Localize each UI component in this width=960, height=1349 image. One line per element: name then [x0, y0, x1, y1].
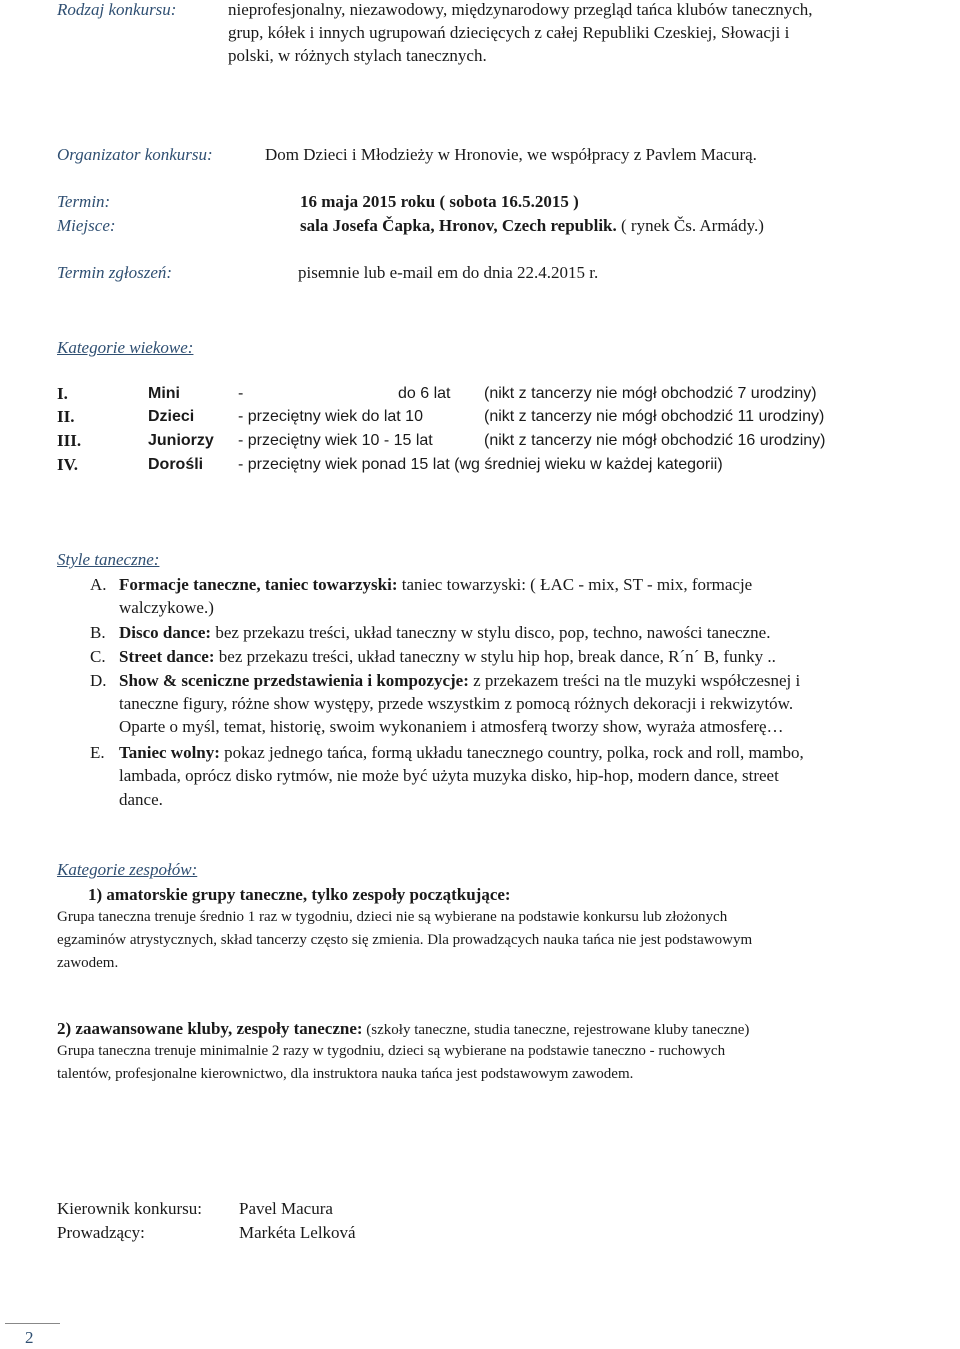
age-row-dash: - przeciętny wiek do lat 10: [238, 408, 423, 425]
rodzaj-line-3: polski, w różnych stylach tanecznych.: [228, 46, 487, 65]
group-2-line-2: talentów, profesjonalne kierownictwo, dla instruktora nauka tańca jest podstawowym zawodem.: [57, 1066, 634, 1082]
style-a-title: Formacje taneczne, taniec towarzyski:: [119, 575, 398, 594]
kierownik-label: Kierownik konkursu:: [57, 1199, 202, 1218]
group-1-line-3: zawodem.: [57, 955, 119, 971]
age-row-note: (nikt z tancerzy nie mógł obchodzić 16 urodziny): [484, 432, 826, 449]
style-e-letter: E.: [90, 743, 105, 762]
group-2-title-line: [57, 1019, 749, 1039]
style-c-line-1: [119, 647, 776, 667]
style-e-line-3: dance.: [119, 790, 163, 809]
style-a-line-2: walczykowe.): [119, 598, 214, 617]
footer-divider: [5, 1323, 60, 1324]
age-row-name: Mini: [148, 385, 180, 402]
age-row-note: (nikt z tancerzy nie mógł obchodzić 11 urodziny): [484, 408, 825, 425]
style-e-line-1: [119, 743, 804, 763]
style-heading: Style taneczne:: [57, 550, 160, 569]
style-e-text-1: pokaz jednego tańca, formą układu tanecznego country, polka, rock and roll, mambo,: [219, 743, 804, 762]
group-2-line-1: Grupa taneczna trenuje minimalnie 2 razy w tygodniu, dzieci są wybierane na podstawie taneczno - ruchowych: [57, 1043, 726, 1059]
style-d-text-1: z przekazem treści na tle muzyki współczesnej i: [468, 671, 801, 690]
age-row-name: Dzieci: [148, 408, 195, 425]
prowadzacy-value: Markéta Lelková: [239, 1223, 356, 1242]
style-c-text-1: bez przekazu treści, układ taneczny w stylu hip hop, break dance, R´n´ B, funky ..: [214, 647, 776, 666]
termin-zgloszen-value: pisemnie lub e-mail em do dnia 22.4.2015 r.: [298, 263, 599, 282]
group-1-line-1: Grupa taneczna trenuje średnio 1 raz w tygodniu, dzieci nie są wybierane na podstawie konkursu lub złożonych: [57, 909, 728, 925]
group-2-title: 2) zaawansowane kluby, zespoły taneczne:: [57, 1019, 363, 1038]
age-row-num: III.: [57, 431, 82, 450]
style-e-line-2: lambada, oprócz disko rytmów, nie może być użyta muzyka disko, hip-hop, modern dance, street: [119, 766, 779, 785]
rodzaj-line-2: grup, kółek i innych ugrupowań dziecięcych z całej Republiki Czeskiej, Słowacji i: [228, 23, 790, 42]
age-row-name: Juniorzy: [148, 432, 214, 449]
style-b-line-1: [119, 623, 770, 643]
age-row-dash: - przeciętny wiek 10 - 15 lat: [238, 432, 433, 449]
kategorie-zespolow-heading: Kategorie zespołów:: [57, 860, 198, 879]
miejsce-value: [300, 216, 764, 236]
age-row-name: Dorośli: [148, 456, 204, 473]
style-d-letter: D.: [90, 671, 107, 690]
rodzaj-line-1: nieprofesjonalny, niezawodowy, międzynarodowy przegląd tańca klubów tanecznych,: [228, 0, 813, 19]
termin-value: 16 maja 2015 roku ( sobota 16.5.2015 ): [300, 192, 579, 211]
style-a-text-1: taniec towarzyski: ( ŁAC - mix, ST - mix, formacje: [397, 575, 753, 594]
miejsce-value-bold: sala Josefa Čapka, Hronov, Czech republik.: [300, 216, 617, 235]
age-row-num: IV.: [57, 455, 78, 474]
miejsce-value-normal: ( rynek Čs. Armády.): [616, 216, 764, 235]
age-row-num: I.: [57, 384, 68, 403]
style-a-line-1: [119, 575, 752, 595]
style-b-letter: B.: [90, 623, 106, 642]
group-1-title: 1) amatorskie grupy taneczne, tylko zespoły początkujące:: [88, 885, 511, 904]
style-a-letter: A.: [90, 575, 107, 594]
age-row-dash: -: [238, 385, 244, 402]
style-d-line-1: [119, 671, 800, 691]
prowadzacy-label: Prowadzący:: [57, 1223, 145, 1242]
style-d-line-3: Oparte o myśl, temat, historię, swoim wykonaniem i atmosferą tworzy show, wyraża atmosferę…: [119, 717, 784, 736]
kategorie-wiekowe-heading: Kategorie wiekowe:: [57, 338, 194, 357]
group-2-title-note: (szkoły taneczne, studia taneczne, rejestrowane kluby taneczne): [362, 1022, 750, 1038]
age-row-num: II.: [57, 407, 75, 426]
age-row-note: (nikt z tancerzy nie mógł obchodzić 7 urodziny): [484, 385, 817, 402]
page-number: 2: [25, 1328, 34, 1347]
termin-label: Termin:: [57, 192, 111, 211]
group-1-line-2: egzaminów atrystycznych, skład tancerzy często się zmienia. Dla prowadzących nauka tańca nie jest podstawowym: [57, 932, 753, 948]
age-row-dash: - przeciętny wiek ponad 15 lat (wg średniej wieku w każdej kategorii): [238, 456, 723, 473]
kierownik-value: Pavel Macura: [239, 1199, 333, 1218]
age-row-age: do 6 lat: [398, 385, 451, 402]
style-e-title: Taniec wolny:: [119, 743, 220, 762]
organizator-text: Dom Dzieci i Młodzieży w Hronovie, we współpracy z Pavlem Macurą.: [265, 145, 757, 164]
style-c-letter: C.: [90, 647, 106, 666]
style-c-title: Street dance:: [119, 647, 215, 666]
style-d-title: Show & sceniczne przedstawienia i kompozycje:: [119, 671, 469, 690]
style-d-line-2: taneczne figury, różne show występy, przede wszystkim z pomocą różnych dekoracji i rekwizytów.: [119, 694, 794, 713]
style-b-title: Disco dance:: [119, 623, 212, 642]
organizator-label: Organizator konkursu:: [57, 145, 213, 164]
style-b-text-1: bez przekazu treści, układ taneczny w stylu disco, pop, techno, nawości taneczne.: [211, 623, 771, 642]
miejsce-label: Miejsce:: [57, 216, 116, 235]
termin-zgloszen-label: Termin zgłoszeń:: [57, 263, 173, 282]
rodzaj-label: Rodzaj konkursu:: [57, 0, 177, 19]
